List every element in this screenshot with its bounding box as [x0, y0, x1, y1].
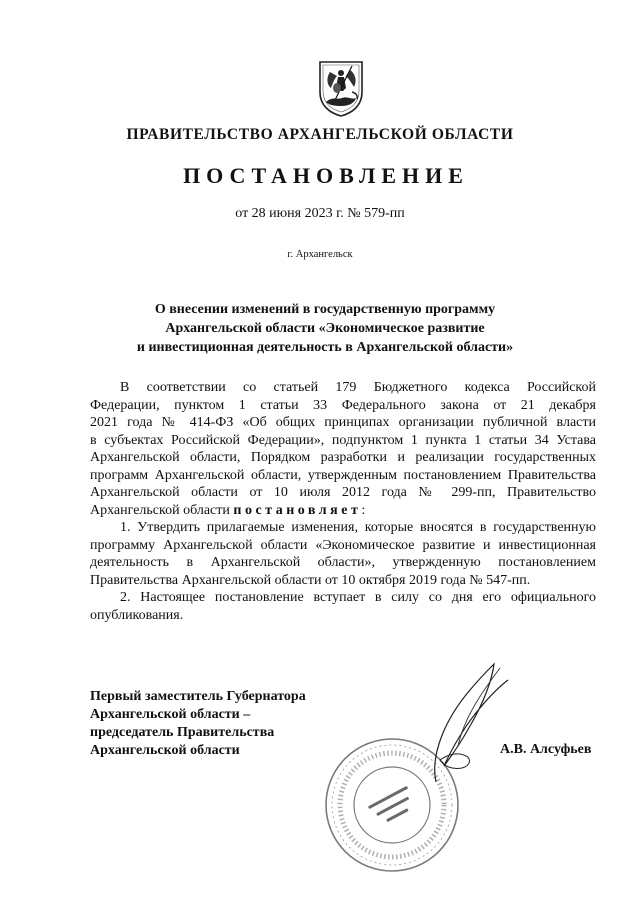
body-line: Архангельской области, Порядком разработки и реализации государственных	[90, 450, 596, 465]
signatory-name: А.В. Алсуфьев	[500, 742, 592, 757]
body-line: опубликования.	[90, 607, 184, 623]
resolves-keyword: постановляет	[233, 502, 362, 518]
body-line: Федерации, пунктом 1 статьи 33 Федерального закона от 21 декабря	[90, 397, 596, 413]
resolves-prefix: Архангельской области	[90, 502, 234, 518]
handwritten-signature-icon	[400, 658, 520, 788]
position-line: Архангельской области	[90, 743, 240, 758]
coat-of-arms-icon	[316, 58, 366, 118]
position-line: председатель Правительства	[90, 725, 275, 740]
body-line: программ Архангельской области, утвержденным постановлением Правительства	[90, 467, 596, 483]
title-line: и инвестиционная деятельность в Архангельской области»	[136, 340, 514, 355]
body-line: 1. Утвердить прилагаемые изменения, которые вносятся в государственную	[120, 520, 596, 535]
document-type: ПОСТАНОВЛЕНИЕ	[183, 163, 469, 188]
resolves-suffix: :	[361, 502, 366, 518]
body-line-resolves	[90, 502, 596, 520]
body-line: 2021 года № 414-ФЗ «Об общих принципах организации публичной власти	[90, 415, 596, 430]
body-line: Архангельской области от 10 июля 2012 года № 299-пп, Правительство	[90, 485, 596, 500]
title-line: О внесении изменений в государственную программу	[154, 302, 496, 317]
document-title	[60, 300, 590, 357]
government-name: ПРАВИТЕЛЬСТВО АРХАНГЕЛЬСКОЙ ОБЛАСТИ	[126, 126, 514, 143]
document-date-number: от 28 июня 2023 г. № 579-пп	[235, 206, 405, 221]
position-line: Первый заместитель Губернатора	[90, 689, 306, 704]
body-line: В соответствии со статьей 179 Бюджетного кодекса Российской	[120, 380, 596, 395]
document-city: г. Архангельск	[287, 249, 353, 260]
body-line: 2. Настоящее постановление вступает в силу со дня его официального	[120, 590, 596, 605]
body-line: в субъектах Российской Федерации», подпунктом 1 пункта 1 статьи 34 Устава	[90, 432, 596, 448]
document-body	[90, 379, 596, 624]
body-line: деятельность в Архангельской области», утвержденную постановлением	[90, 555, 596, 570]
position-line: Архангельской области –	[90, 707, 251, 722]
body-line: программу Архангельской области «Экономическое развитие и инвестиционная	[90, 537, 596, 553]
title-line: Архангельской области «Экономическое развитие	[165, 321, 485, 336]
body-line: Правительства Архангельской области от 10 октября 2019 года № 547-пп.	[90, 572, 531, 588]
signatory-position	[90, 688, 306, 760]
